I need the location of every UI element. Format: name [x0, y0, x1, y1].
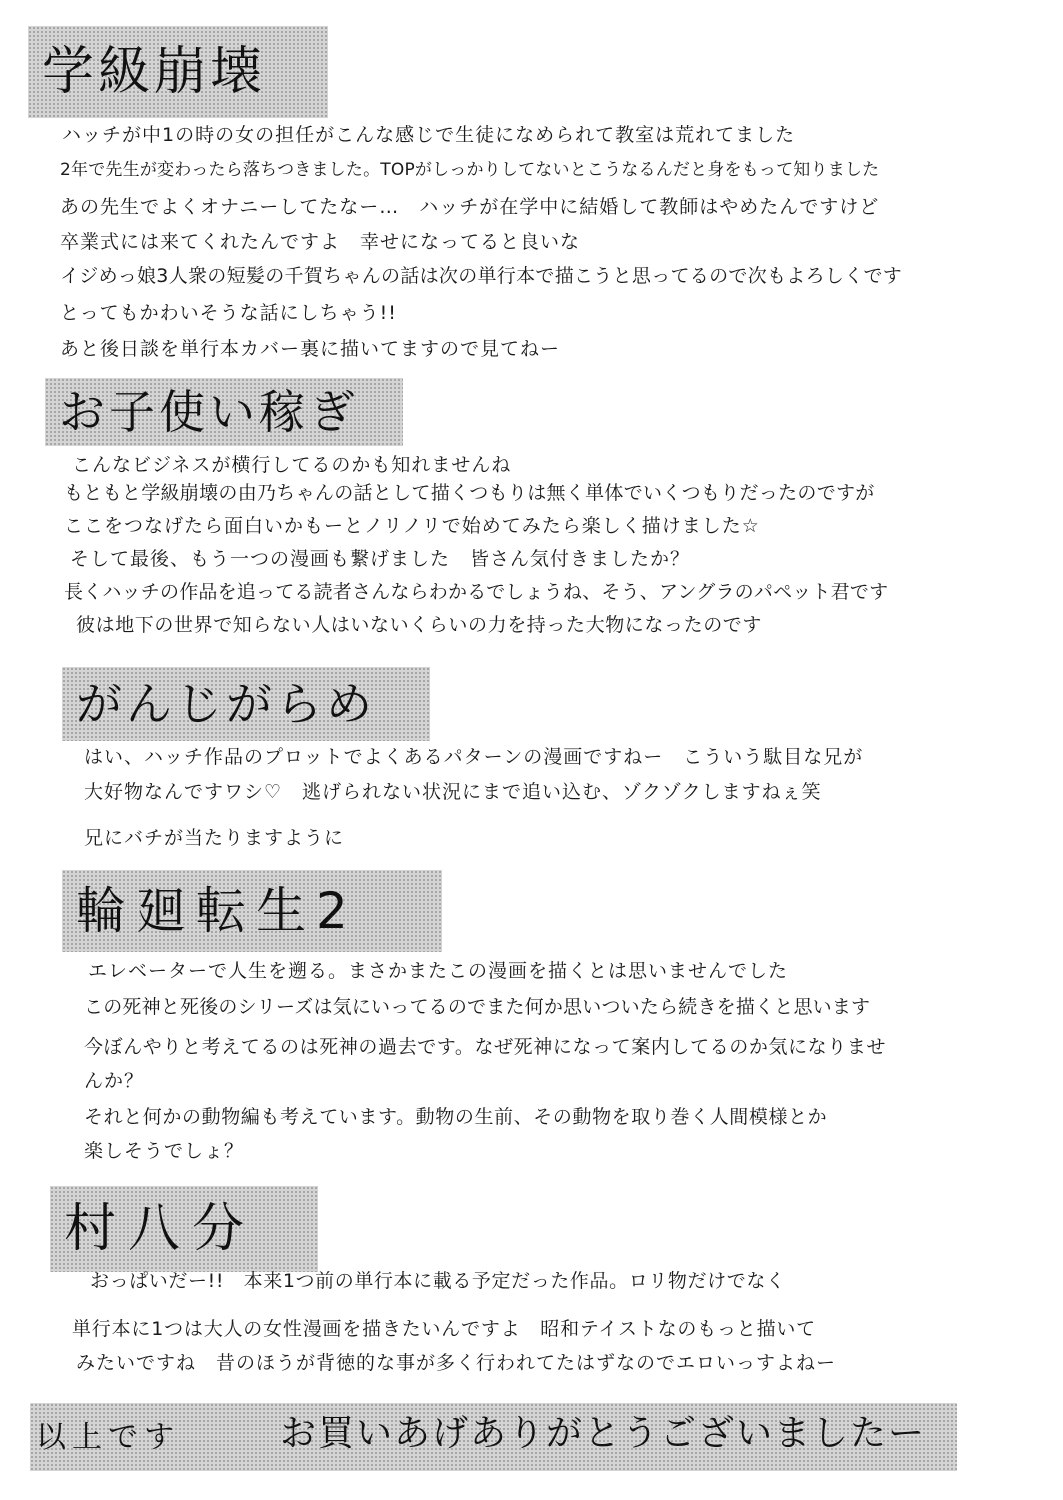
section-2-line: ここをつなげたら面白いかもーとノリノリで始めてみたら楽しく描けました☆: [64, 515, 760, 537]
section-5-line: おっぱいだー!! 本来1つ前の単行本に載る予定だった作品。ロリ物だけでなく: [90, 1270, 786, 1292]
section-heading-rinne-tensei-2: 輪廻転生2: [62, 870, 442, 952]
section-3-line: はい、ハッチ作品のプロットでよくあるパターンの漫画ですねー こういう駄目な兄が: [84, 746, 864, 768]
section-4-line: それと何かの動物編も考えています。動物の生前、その動物を取り巻く人間模様とか: [84, 1106, 828, 1128]
section-heading-okozukai-kasegi: お子使い稼ぎ: [45, 378, 403, 446]
section-2-line: 長くハッチの作品を追ってる読者さんならわかるでしょうね、そう、アングラのパペット君です: [64, 581, 889, 603]
section-1-line: あと後日談を単行本カバー裏に描いてますので見てねー: [60, 338, 561, 360]
section-4-line: この死神と死後のシリーズは気にいってるのでまた何か思いついたら続きを描くと思います: [84, 996, 871, 1018]
section-4-line: んか？: [84, 1070, 145, 1092]
footer-thanks-text: お買いあげありがとうございましたー: [280, 1413, 927, 1454]
section-3-line: 兄にバチが当たりますように: [84, 827, 345, 849]
section-1-line: ハッチが中1の時の女の担任がこんな感じで生徒になめられて教室は荒れてました: [62, 124, 796, 146]
section-4-line: 楽しそうでしょ？: [84, 1140, 245, 1162]
section-heading-gakkyuu-houkai: 学級崩壊: [28, 26, 328, 118]
section-5-line: みたいですね 昔のほうが背徳的な事が多く行われてたはずなのでエロいっすよねー: [76, 1352, 837, 1374]
footer-left-text: 以上です: [36, 1420, 180, 1455]
section-2-line: そして最後、もう一つの漫画も繋げました 皆さん気付きましたか？: [70, 548, 691, 570]
section-1-line: あの先生でよくオナニーしてたなー… ハッチが在学中に結婚して教師はやめたんですけど: [60, 196, 880, 218]
section-1-line: イジめっ娘3人衆の短髪の千賀ちゃんの話は次の単行本で描こうと思ってるので次もよろしくです: [60, 265, 903, 287]
section-5-line: 単行本に1つは大人の女性漫画を描きたいんですよ 昭和テイストなのもっと描いて: [72, 1318, 816, 1340]
section-2-line: 彼は地下の世界で知らない人はいないくらいの力を持った大物になったのです: [76, 614, 763, 636]
section-3-line: 大好物なんですワシ♡ 逃げられない状況にまで追い込む、ゾクゾクしますねぇ笑: [84, 781, 822, 803]
section-2-line: こんなビジネスが横行してるのかも知れませんね: [72, 454, 512, 476]
section-heading-ganjigarame: がんじがらめ: [62, 667, 430, 741]
section-2-line: もともと学級崩壊の由乃ちゃんの話として描くつもりは無く単体でいくつもりだったのですが: [64, 482, 875, 504]
section-4-line: 今ぼんやりと考えてるのは死神の過去です。なぜ死神になって案内してるのか気になりませ: [84, 1036, 887, 1058]
section-heading-murahachibu: 村八分: [50, 1186, 318, 1272]
section-1-line: 2年で先生が変わったら落ちつきました。TOPがしっかりしてないとこうなるんだと身をもって知りました: [60, 160, 880, 180]
section-1-line: とってもかわいそうな話にしちゃう!!: [60, 302, 397, 324]
section-1-line: 卒業式には来てくれたんですよ 幸せになってると良いな: [60, 231, 581, 253]
section-4-line: エレベーターで人生を遡る。まさかまたこの漫画を描くとは思いませんでした: [88, 960, 789, 982]
